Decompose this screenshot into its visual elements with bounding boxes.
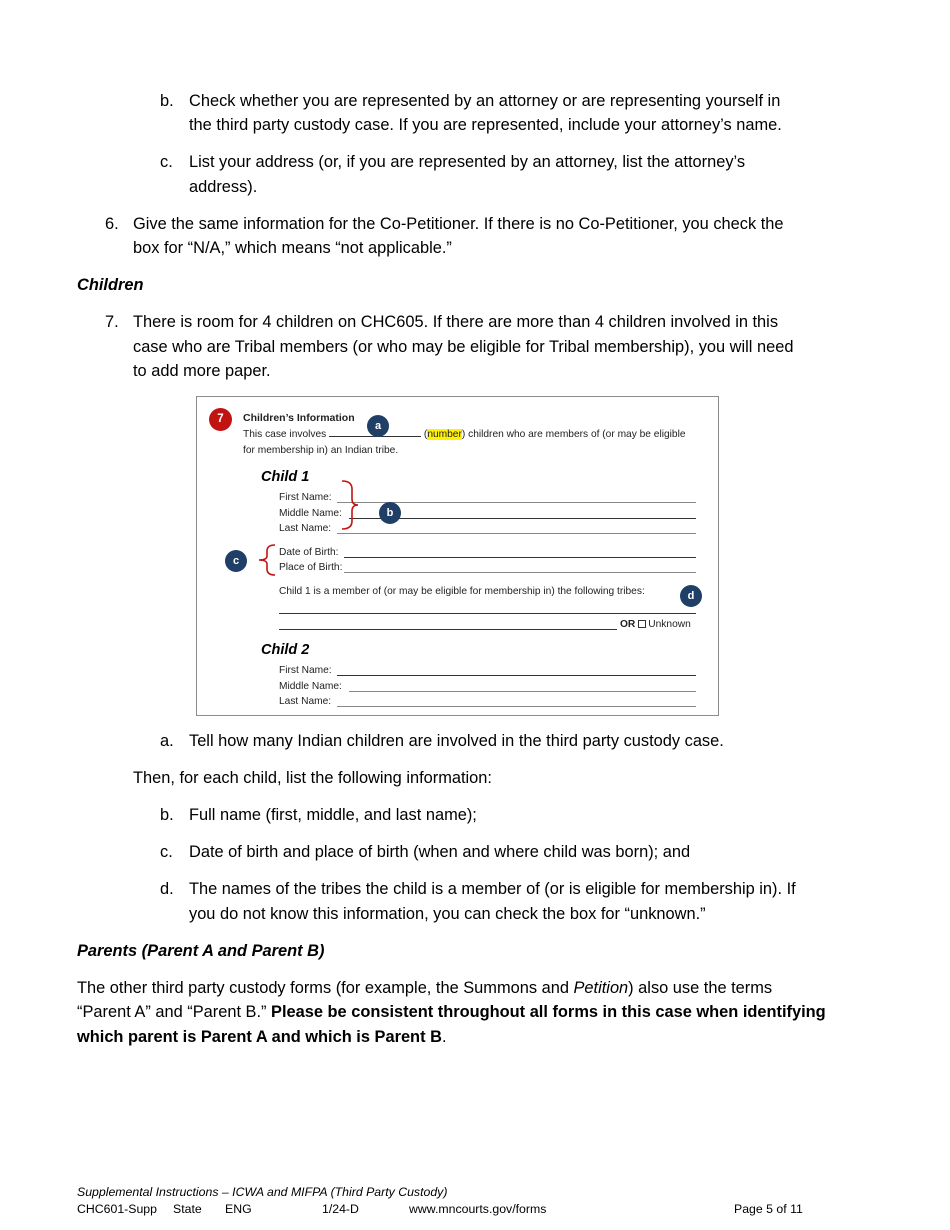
- text-line: There is room for 4 children on CHC605. If there are more than 4 children involved in this: [133, 313, 779, 331]
- involves-line: This case involves (number) children who are members of (or may be eligible: [243, 429, 686, 440]
- text-line: Date of birth and place of birth (when and where child was born); and: [189, 843, 691, 861]
- middle-name-label: Middle Name:: [279, 681, 342, 692]
- text-line: you do not know this information, you can check the box for “unknown.”: [189, 905, 706, 923]
- list-marker: a.: [160, 732, 174, 750]
- text-line: to add more paper.: [133, 362, 271, 380]
- last-name-label: Last Name:: [279, 523, 332, 534]
- unknown-label: Unknown: [648, 619, 691, 630]
- text-span: The other third party custody forms (for example, the Summons and: [77, 979, 574, 997]
- footer-language: ENG: [225, 1202, 252, 1216]
- text-span: ) also use the terms: [628, 979, 773, 997]
- first-name-label: First Name:: [279, 492, 332, 503]
- text-line: Check whether you are represented by an attorney or are representing yourself in: [189, 92, 781, 110]
- list-marker: c.: [160, 843, 173, 861]
- unknown-option: [620, 618, 691, 631]
- callout-d: d: [680, 585, 702, 607]
- list-marker: b.: [160, 806, 174, 824]
- text-line: Full name (first, middle, and last name);: [189, 806, 477, 824]
- section-title: Children’s Information: [243, 412, 355, 424]
- petition-italic: Petition: [573, 979, 629, 997]
- text-line: address).: [189, 178, 258, 196]
- last-name-line: [337, 706, 696, 707]
- text-line: Give the same information for the Co-Petitioner. If there is no Co-Petitioner, you check the: [133, 215, 784, 233]
- tribes-line-1: [279, 613, 696, 614]
- text-line: [77, 976, 772, 1001]
- list-marker: c.: [160, 153, 173, 171]
- bold-instruction: Please be consistent throughout all forms in this case when identifying: [271, 1003, 826, 1021]
- number-highlight: number: [427, 429, 462, 440]
- then-line: Then, for each child, list the following information:: [133, 769, 492, 787]
- callout-a: a: [367, 415, 389, 437]
- list-marker: 7.: [105, 313, 119, 331]
- bold-instruction: which parent is Parent A and which is Parent B: [77, 1028, 442, 1046]
- footer-page-number: Page 5 of 11: [734, 1202, 803, 1216]
- text-line: [77, 1000, 826, 1025]
- footer-website-link[interactable]: www.mncourts.gov/forms: [409, 1202, 547, 1216]
- text-line: List your address (or, if you are represented by an attorney, list the attorney’s: [189, 153, 746, 171]
- list-marker: d.: [160, 880, 174, 898]
- tribes-label: Child 1 is a member of (or may be eligible for membership in) the following tribes:: [279, 586, 645, 597]
- footer-title: Supplemental Instructions – ICWA and MIFPA (Third Party Custody): [77, 1185, 448, 1199]
- section-number-badge: 7: [209, 408, 232, 431]
- involves-pre: This case involves: [243, 429, 327, 440]
- footer-revision: 1/24-D: [322, 1202, 359, 1216]
- text-span: “Parent A” and “Parent B.”: [77, 1003, 272, 1021]
- text-line: case who are Tribal members (or who may be eligible for Tribal membership), you will need: [133, 338, 794, 356]
- unknown-checkbox: [638, 620, 646, 628]
- first-name-label: First Name:: [279, 665, 332, 676]
- last-name-label: Last Name:: [279, 696, 332, 707]
- middle-name-label: Middle Name:: [279, 508, 342, 519]
- footer-jurisdiction: State: [173, 1202, 202, 1216]
- callout-c: c: [225, 550, 247, 572]
- or-label: OR: [620, 619, 636, 630]
- text-line: the third party custody case. If you are represented, include your attorney’s name.: [189, 116, 782, 134]
- middle-name-line: [349, 691, 696, 692]
- date-of-birth-line: [344, 557, 696, 558]
- footer-form-id: CHC601-Supp: [77, 1202, 157, 1216]
- first-name-line: [337, 675, 696, 676]
- name-bracket: [340, 479, 362, 531]
- place-of-birth-line: [344, 572, 696, 573]
- text-line: The names of the tribes the child is a member of (or is eligible for membership in). If: [189, 880, 796, 898]
- parents-heading: Parents (Parent A and Parent B): [77, 942, 325, 960]
- callout-b: b: [379, 502, 401, 524]
- middle-name-line: [349, 518, 696, 519]
- children-heading: Children: [77, 276, 144, 294]
- text-line: [77, 1025, 447, 1050]
- involves-line-2: for membership in) an Indian tribe.: [243, 445, 399, 456]
- child-2-heading: Child 2: [261, 642, 310, 658]
- text-line: Tell how many Indian children are involved in the third party custody case.: [189, 732, 724, 750]
- tribes-line-2: [279, 629, 617, 630]
- birth-bracket: [255, 543, 279, 577]
- list-marker: b.: [160, 92, 174, 110]
- list-marker: 6.: [105, 215, 119, 233]
- child-1-heading: Child 1: [261, 469, 310, 485]
- text-span: .: [441, 1028, 447, 1046]
- text-line: box for “N/A,” which means “not applicable.”: [133, 239, 452, 257]
- date-of-birth-label: Date of Birth:: [279, 547, 339, 558]
- place-of-birth-label: Place of Birth:: [279, 562, 343, 573]
- involves-post: children who are members of (or may be eligible: [468, 429, 686, 440]
- last-name-line: [337, 533, 696, 534]
- childrens-information-form-figure: [196, 396, 719, 716]
